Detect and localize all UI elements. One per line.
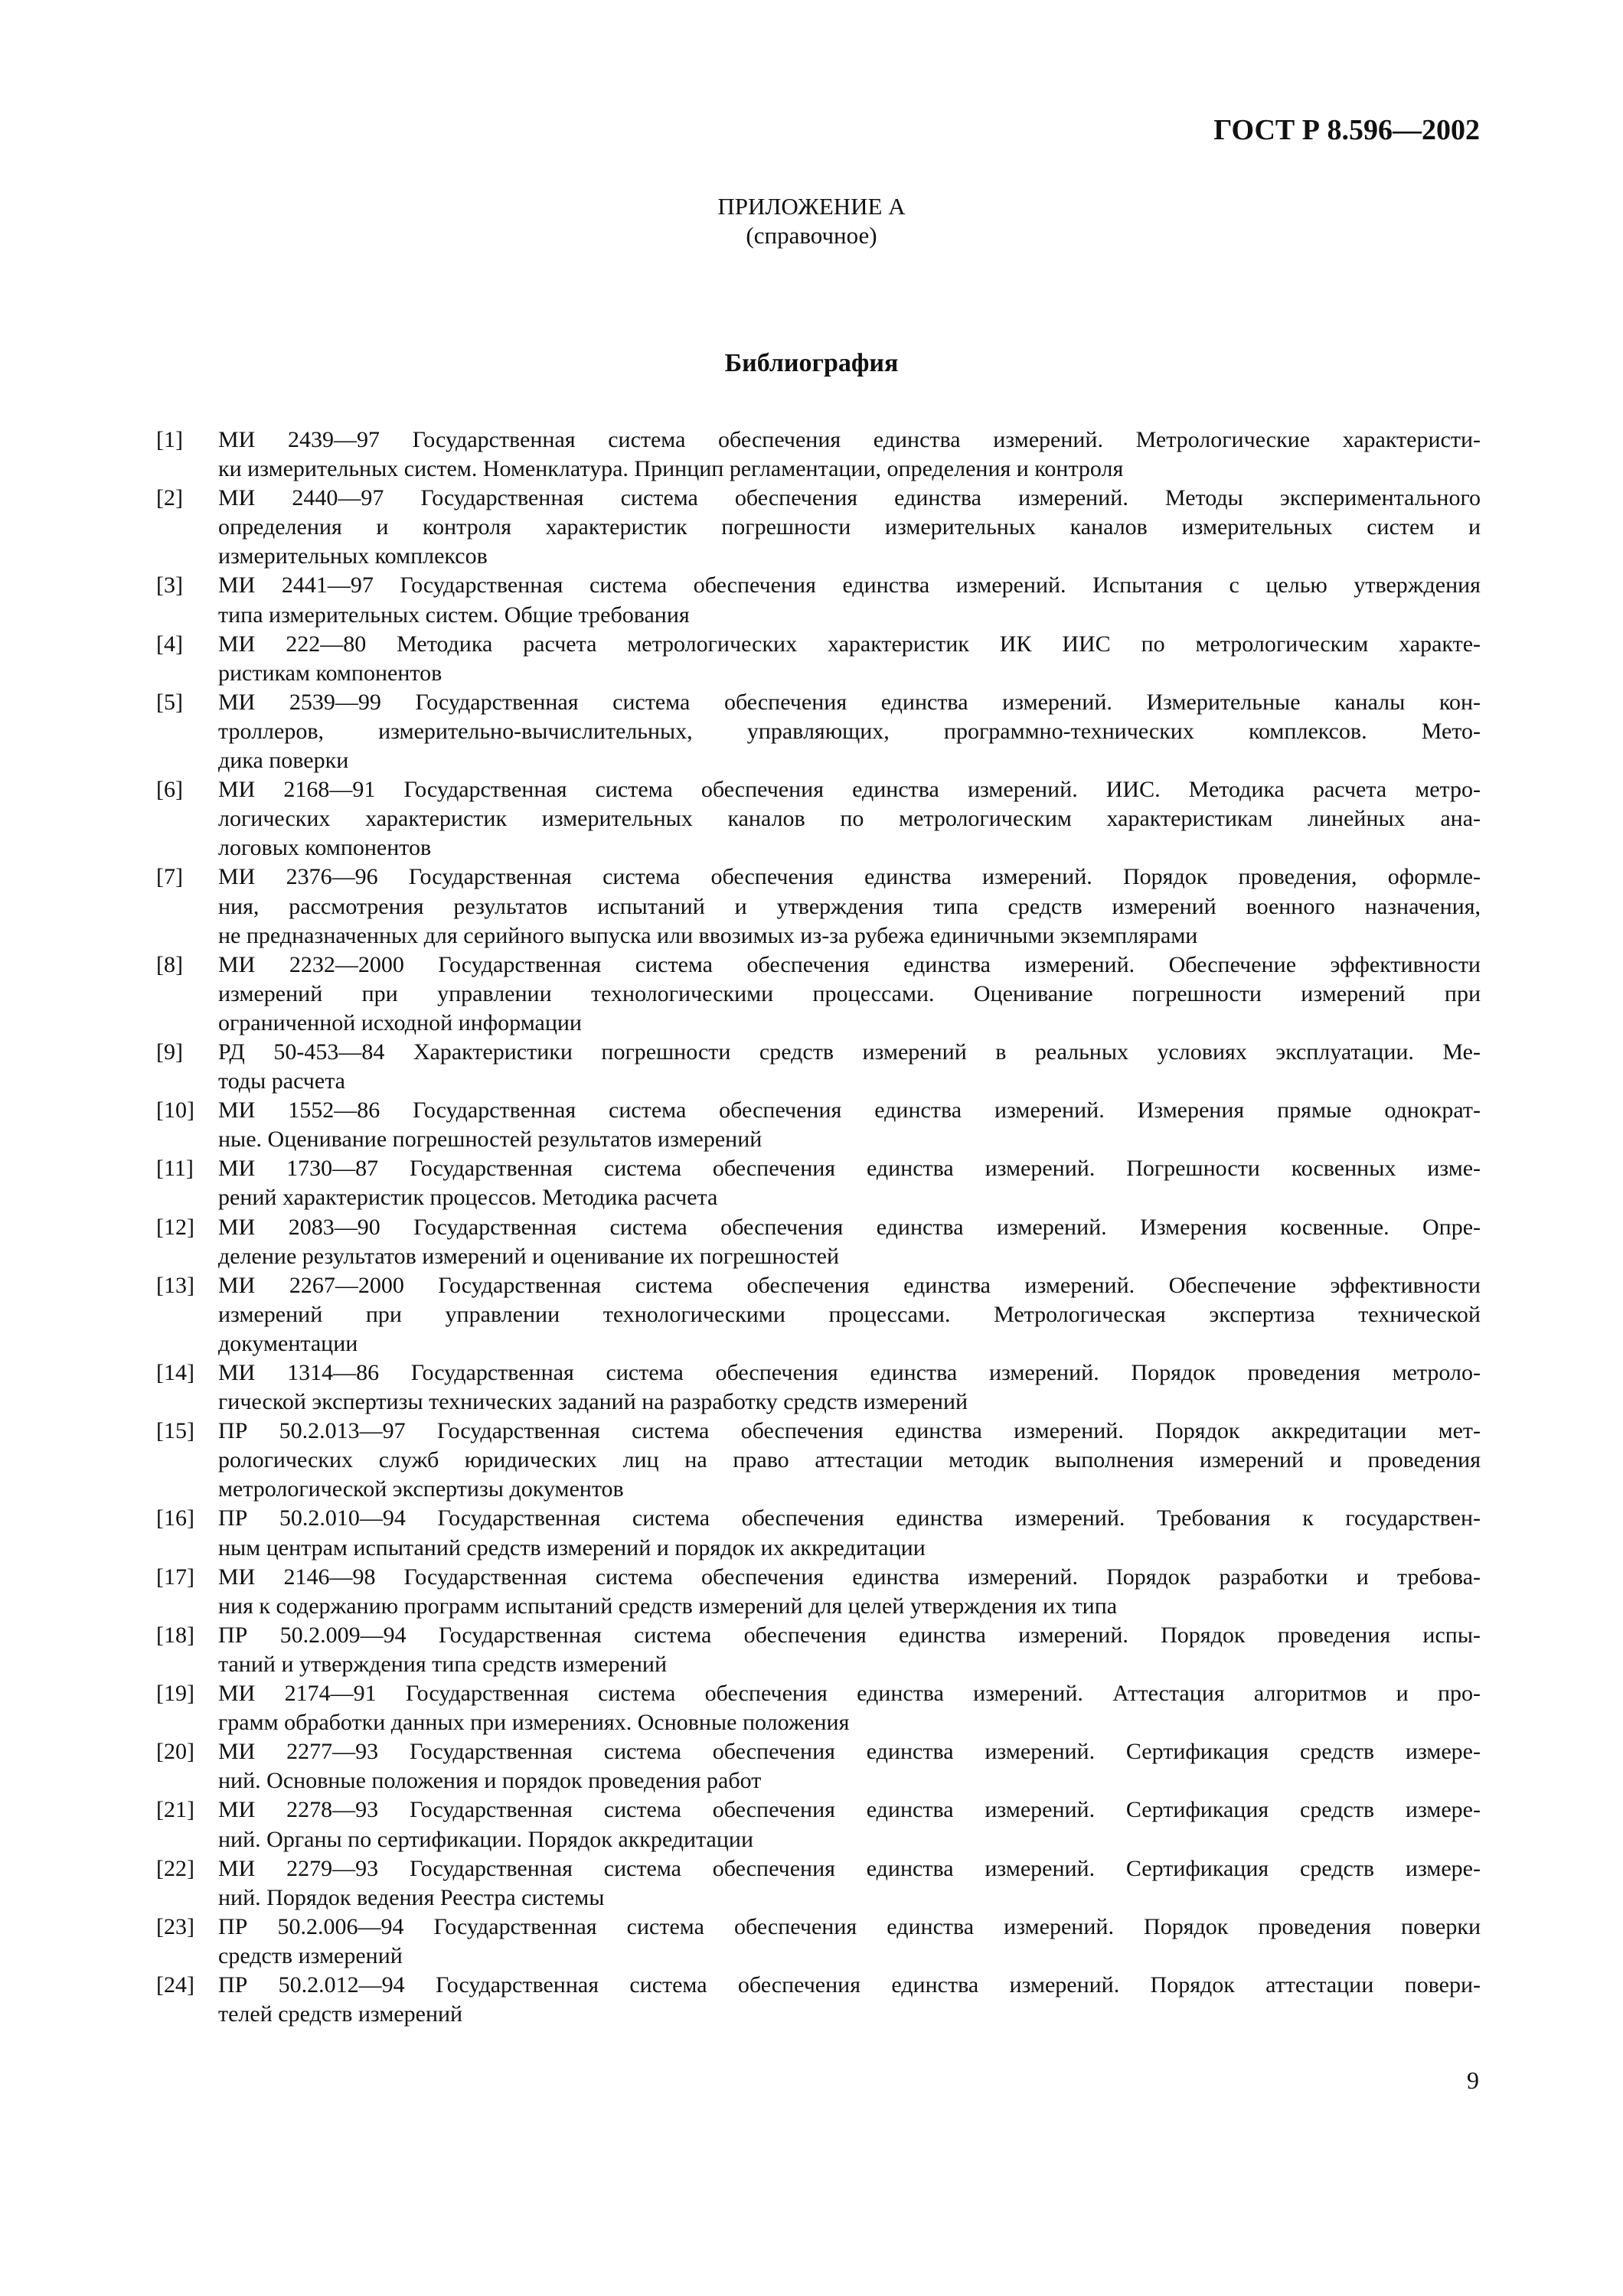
entry-line: документации [218, 1330, 358, 1356]
entry-number: [13] [156, 1272, 194, 1298]
entry-number: [12] [156, 1214, 194, 1240]
entry-number: [7] [156, 864, 183, 890]
entry-number: [5] [156, 689, 183, 715]
entry-number: [10] [156, 1097, 194, 1124]
bibliography-entry [156, 1096, 1481, 1154]
entry-line: средств измерений [218, 1942, 403, 1968]
entry-line: МИ 1314—86 Государственная система обеспечения единства измерений. Порядок проведения метроло- [218, 1360, 1481, 1385]
entry-number: [14] [156, 1360, 194, 1385]
entry-line: МИ 2174—91 Государственная система обеспечения единства измерений. Аттестация алгоритмов и про- [218, 1681, 1481, 1707]
bibliography-entry [156, 1271, 1481, 1358]
entry-line: ний. Основные положения и порядок проведения работ [218, 1768, 762, 1794]
entry-line: типа измерительных систем. Общие требования [218, 602, 690, 628]
bibliography-entry [156, 1679, 1481, 1737]
entry-line: ным центрам испытаний средств измерений и порядок их аккредитации [218, 1534, 926, 1561]
entry-number: [2] [156, 485, 183, 511]
document-designation: ГОСТ Р 8.596—2002 [1213, 114, 1480, 146]
entry-line: МИ 2267—2000 Государственная система обеспечения единства измерений. Обеспечение эффективности [218, 1272, 1481, 1298]
entry-line: РД 50-453—84 Характеристики погрешности средств измерений в реальных условиях эксплуатации. Ме- [218, 1039, 1481, 1065]
entry-line: ограниченной исходной информации [218, 1009, 582, 1035]
bibliography-entry [156, 1038, 1481, 1096]
entry-line: не предназначенных для серийного выпуска или ввозимых из-за рубежа единичными экземплярами [218, 922, 1198, 948]
entry-line: ПР 50.2.010—94 Государственная система обеспечения единства измерений. Требования к государствен- [218, 1505, 1481, 1531]
entry-line: рений характеристик процессов. Методика расчета [218, 1185, 718, 1211]
entry-number: [19] [156, 1681, 194, 1707]
entry-line: измерений при управлении технологическими процессами. Метрологическая экспертиза технической [218, 1301, 1481, 1327]
entry-number: [9] [156, 1039, 183, 1065]
entry-line: МИ 2083—90 Государственная система обеспечения единства измерений. Измерения косвенные. Опре- [218, 1214, 1481, 1240]
entry-line: рологических служб юридических лиц на право аттестации методик выполнения измерений и проведения [218, 1447, 1481, 1473]
bibliography-entry [156, 863, 1481, 950]
entry-line: ния к содержанию программ испытаний средств измерений для целей утверждения их типа [218, 1593, 1118, 1619]
entry-number: [11] [156, 1156, 194, 1182]
bibliography-entry [156, 484, 1481, 571]
bibliography-entry [156, 1971, 1481, 2029]
entry-line: гической экспертизы технических заданий на разработку средств измерений [218, 1389, 968, 1415]
bibliography-heading: Библиография [724, 349, 899, 377]
bibliography-entry [156, 1504, 1481, 1562]
bibliography-entry [156, 1417, 1481, 1504]
entry-number: [8] [156, 951, 183, 977]
bibliography-entry [156, 1737, 1481, 1795]
entry-number: [24] [156, 1971, 194, 1998]
entry-number: [21] [156, 1797, 194, 1823]
entry-line: МИ 2441—97 Государственная система обеспечения единства измерений. Испытания с целью утверждения [218, 572, 1481, 598]
entry-line: ПР 50.2.009—94 Государственная система обеспечения единства измерений. Порядок проведения испы- [218, 1622, 1481, 1648]
bibliography-list [156, 426, 1481, 2029]
entry-number: [18] [156, 1622, 194, 1648]
bibliography-entry [156, 1358, 1481, 1417]
entry-line: ристикам компонентов [218, 660, 442, 686]
entry-line: измерительных комплексов [218, 543, 488, 569]
entry-line: телей средств измерений [218, 2001, 463, 2027]
entry-line: МИ 2277—93 Государственная система обеспечения единства измерений. Сертификация средств измере- [218, 1739, 1481, 1765]
entry-line: измерений при управлении технологическими процессами. Оценивание погрешности измерений при [218, 980, 1481, 1006]
entry-number: [23] [156, 1913, 194, 1939]
entry-line: МИ 2440—97 Государственная система обеспечения единства измерений. Методы экспериментального [218, 485, 1481, 511]
entry-line: ний. Органы по сертификации. Порядок аккредитации [218, 1826, 754, 1852]
entry-line: ки измерительных систем. Номенклатура. Принцип регламентации, определения и контроля [218, 456, 1124, 482]
entry-line: логических характеристик измерительных каналов по метрологическим характеристикам линейных ана- [218, 806, 1481, 832]
entry-line: МИ 2279—93 Государственная система обеспечения единства измерений. Сертификация средств измере- [218, 1855, 1481, 1881]
entry-number: [16] [156, 1505, 194, 1531]
bibliography-entry [156, 1621, 1481, 1679]
bibliography-entry [156, 1563, 1481, 1621]
entry-line: определения и контроля характеристик погрешности измерительных каналов измерительных систем и [218, 514, 1481, 540]
entry-number: [22] [156, 1855, 194, 1881]
entry-number: [15] [156, 1418, 194, 1444]
entry-line: тоды расчета [218, 1068, 345, 1094]
bibliography-entry [156, 426, 1481, 484]
entry-line: МИ 2168—91 Государственная система обеспечения единства измерений. ИИС. Методика расчета метро- [218, 777, 1481, 803]
entry-line: дика поверки [218, 748, 349, 774]
bibliography-entry [156, 571, 1481, 629]
bibliography-entry [156, 951, 1481, 1038]
entry-line: МИ 2439—97 Государственная система обеспечения единства измерений. Метрологические характеристи- [218, 427, 1481, 452]
entry-line: ния, рассмотрения результатов испытаний и утверждения типа средств измерений военного назначения, [218, 893, 1481, 919]
bibliography-entry [156, 630, 1481, 688]
entry-line: таний и утверждения типа средств измерений [218, 1651, 668, 1677]
entry-line: троллеров, измерительно-вычислительных, управляющих, программно-технических комплексов. Мето- [218, 718, 1481, 744]
entry-line: МИ 2376—96 Государственная система обеспечения единства измерений. Порядок проведения, оформле- [218, 864, 1481, 890]
entry-number: [17] [156, 1564, 194, 1590]
entry-line: ные. Оценивание погрешностей результатов измерений [218, 1127, 763, 1153]
entry-line: ний. Порядок ведения Реестра системы [218, 1884, 605, 1910]
entry-line: логовых компонентов [218, 835, 432, 861]
entry-line: ПР 50.2.006—94 Государственная система обеспечения единства измерений. Порядок проведения поверки [218, 1913, 1481, 1939]
page-number: 9 [1467, 2066, 1479, 2094]
entry-line: МИ 2146—98 Государственная система обеспечения единства измерений. Порядок разработки и требова- [218, 1564, 1481, 1590]
appendix-title: ПРИЛОЖЕНИЕ А [717, 193, 906, 220]
bibliography-entry [156, 1795, 1481, 1854]
entry-line: МИ 2232—2000 Государственная система обеспечения единства измерений. Обеспечение эффективности [218, 951, 1481, 977]
appendix-subtitle: (справочное) [746, 222, 877, 249]
bibliography-entry [156, 1854, 1481, 1913]
entry-line: МИ 2278—93 Государственная система обеспечения единства измерений. Сертификация средств измере- [218, 1797, 1481, 1823]
entry-number: [1] [156, 427, 183, 452]
entry-line: МИ 2539—99 Государственная система обеспечения единства измерений. Измерительные каналы кон- [218, 689, 1481, 715]
bibliography-entry [156, 1913, 1481, 1971]
entry-number: [20] [156, 1739, 194, 1765]
entry-line: грамм обработки данных при измерениях. Основные положения [218, 1710, 850, 1736]
bibliography-entry [156, 1154, 1481, 1212]
entry-line: МИ 1552—86 Государственная система обеспечения единства измерений. Измерения прямые однократ- [218, 1097, 1481, 1124]
entry-line: МИ 222—80 Методика расчета метрологических характеристик ИК ИИС по метрологическим характе- [218, 631, 1481, 657]
entry-line: ПР 50.2.013—97 Государственная система обеспечения единства измерений. Порядок аккредитации мет- [218, 1418, 1481, 1444]
bibliography-entry [156, 775, 1481, 863]
entry-number: [4] [156, 631, 183, 657]
entry-line: ПР 50.2.012—94 Государственная система обеспечения единства измерений. Порядок аттестации повери- [218, 1971, 1481, 1998]
entry-line: деление результатов измерений и оценивание их погрешностей [218, 1243, 840, 1269]
bibliography-entry [156, 1213, 1481, 1271]
entry-number: [6] [156, 777, 183, 803]
entry-line: метрологической экспертизы документов [218, 1476, 624, 1502]
bibliography-entry [156, 688, 1481, 775]
entry-number: [3] [156, 572, 183, 598]
entry-line: МИ 1730—87 Государственная система обеспечения единства измерений. Погрешности косвенных изме- [218, 1156, 1481, 1182]
